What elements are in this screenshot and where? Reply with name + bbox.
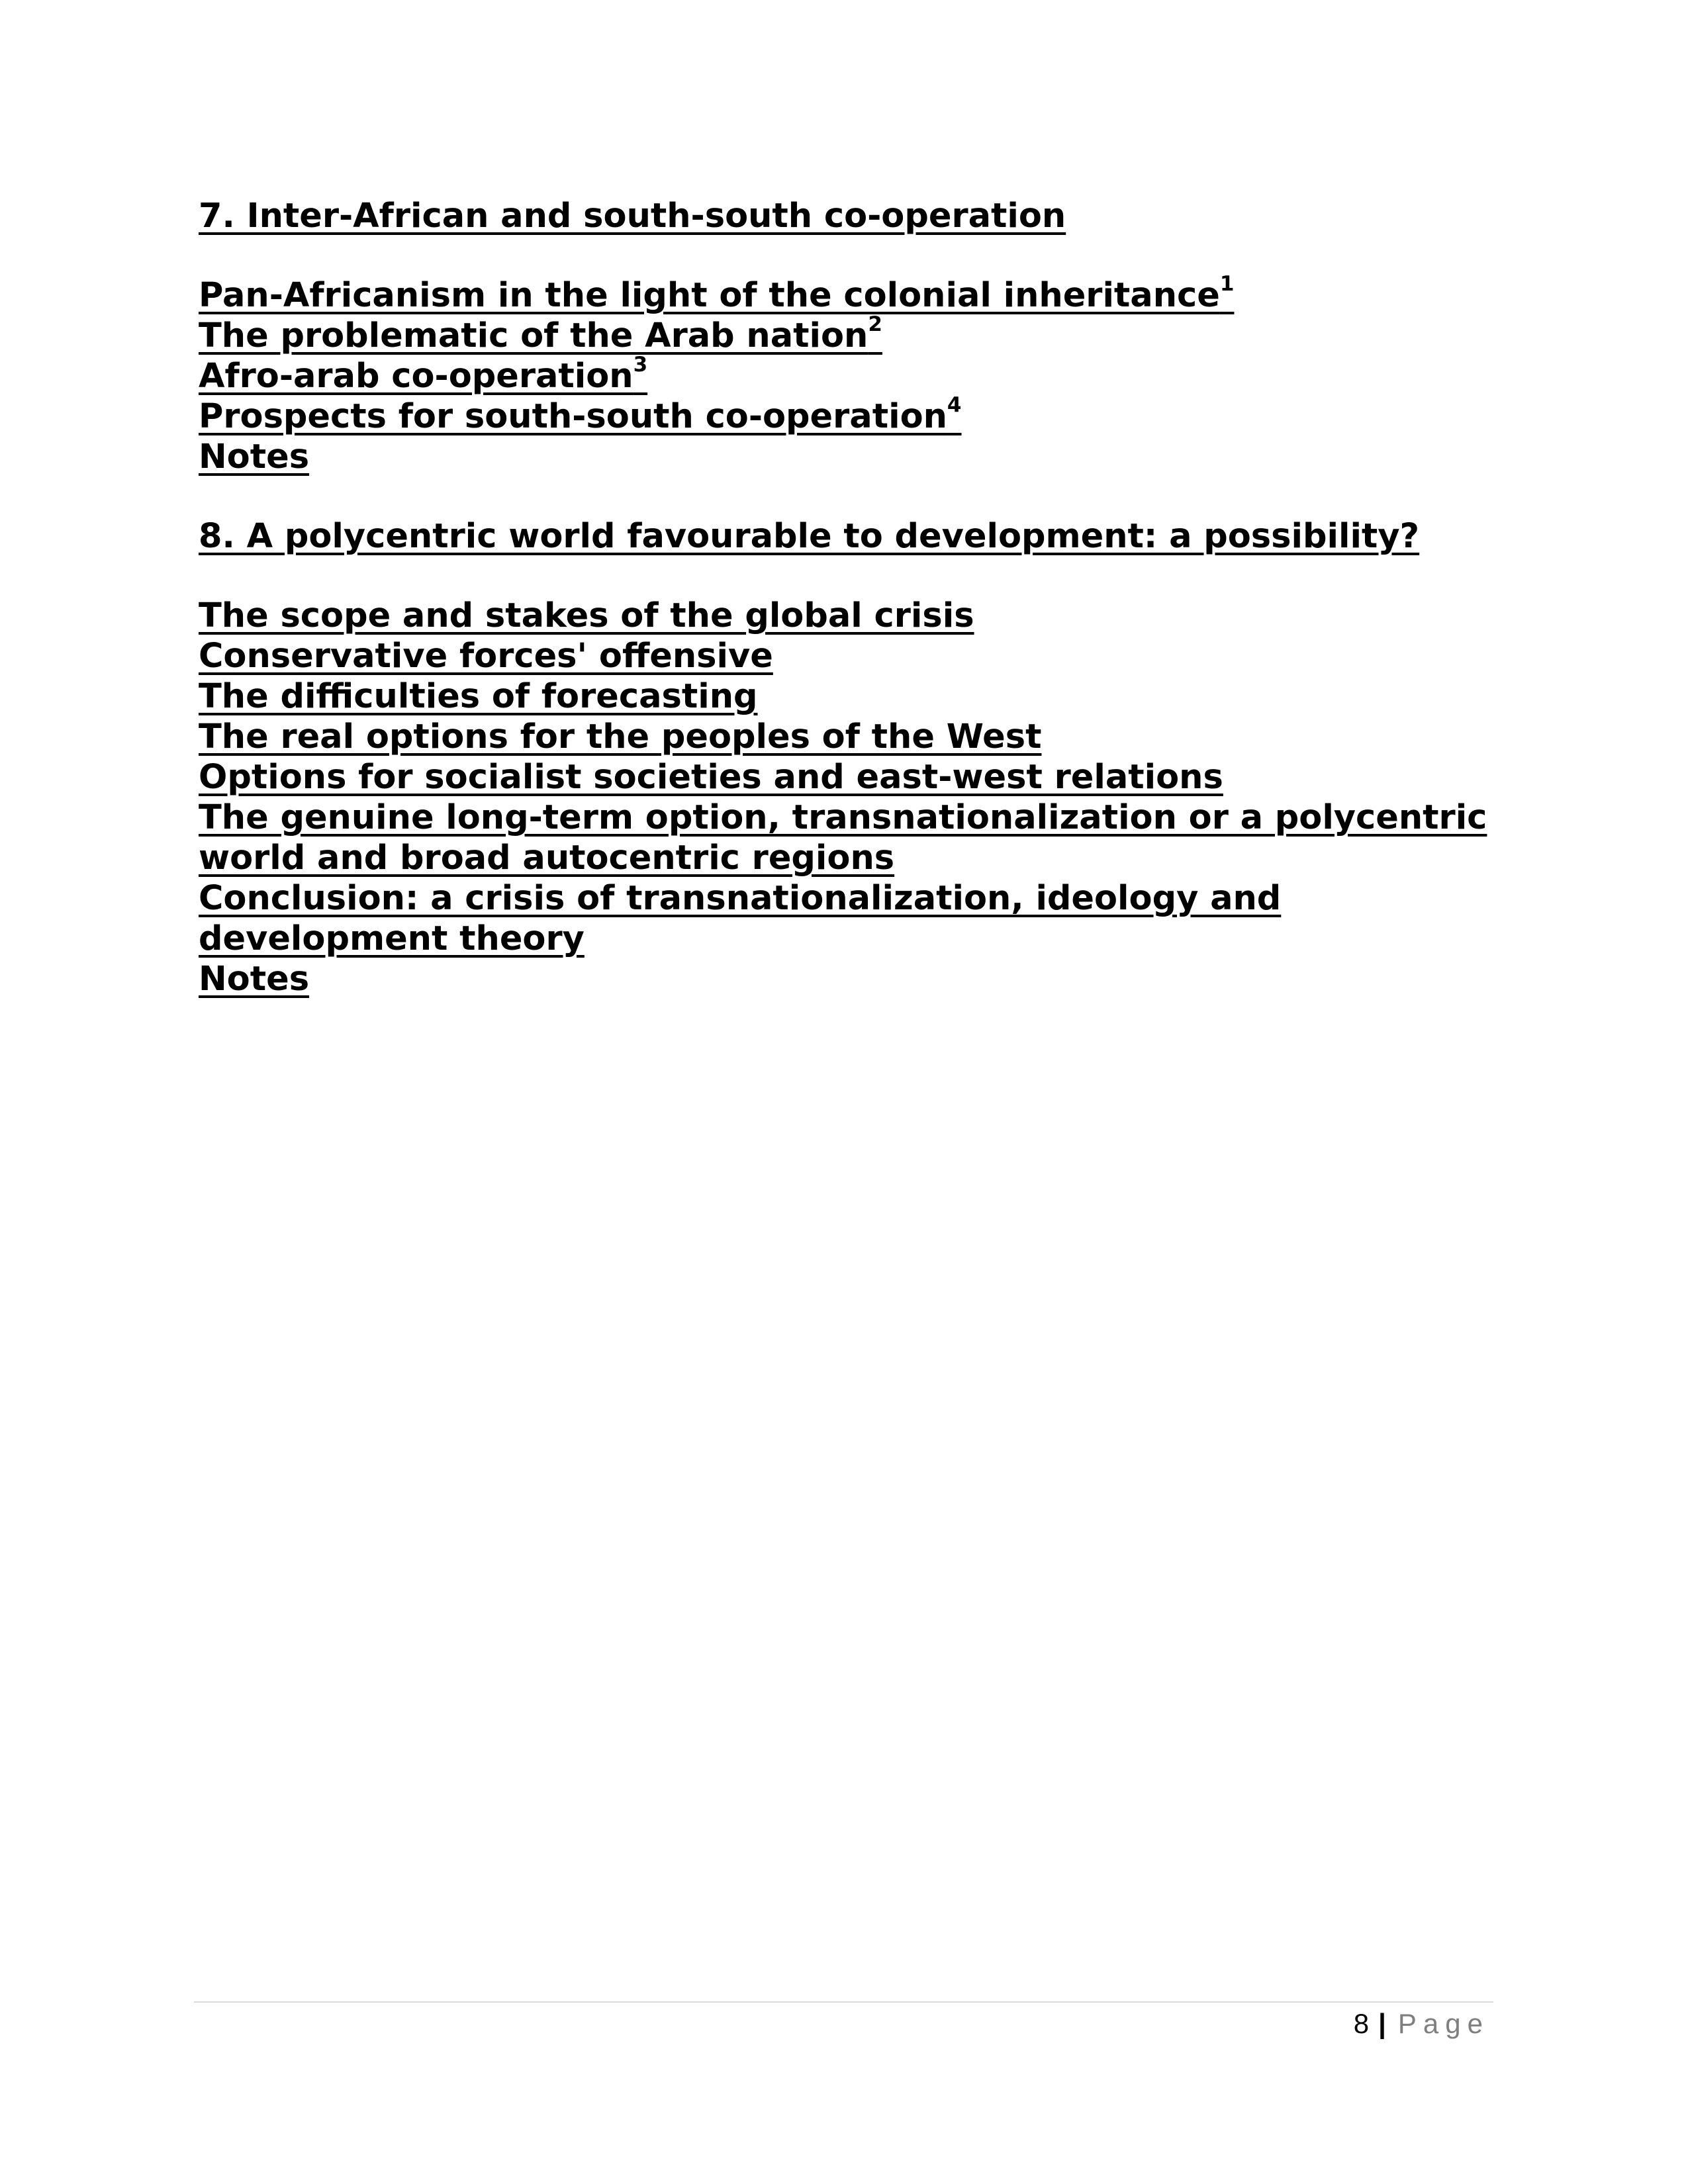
toc-link-south-south[interactable]: [199, 393, 1489, 437]
spacer: [199, 557, 1489, 596]
page-footer: [1354, 2004, 1489, 2044]
toc-link-peoples-west[interactable]: The real options for the peoples of the West: [199, 717, 1042, 756]
spacer: [199, 236, 1489, 275]
toc-link-label: Afro-arab co-operation: [199, 357, 633, 396]
footnote-marker: 1: [1219, 272, 1235, 296]
toc-link-pan-africanism[interactable]: [199, 272, 1489, 316]
toc-link-label: Pan-Africanism in the light of the colonial inheritance: [199, 276, 1220, 315]
page-number: 8: [1353, 2008, 1370, 2039]
toc-link-afro-arab[interactable]: [199, 353, 1489, 396]
toc-link-label: Prospects for south-south co-operation: [199, 397, 947, 436]
footnote-marker: 2: [868, 312, 882, 336]
page-label: Page: [1397, 2008, 1489, 2039]
footer-separator: |: [1378, 2008, 1386, 2039]
footer-divider: [194, 2001, 1493, 2003]
footnote-marker: 4: [947, 393, 962, 417]
table-of-contents: [199, 196, 1489, 999]
toc-link-label: The problematic of the Arab nation: [199, 316, 868, 355]
section-8-heading-link[interactable]: 8. A polycentric world favourable to development: a possibility?: [199, 517, 1420, 556]
toc-link-conclusion[interactable]: Conclusion: a crisis of transnationalization, ideology and development theory: [199, 879, 1282, 958]
toc-link-notes-section-7[interactable]: Notes: [199, 437, 310, 477]
toc-link-long-term-option[interactable]: The genuine long-term option, transnationalization or a polycentric world and broad autocentric regions: [199, 798, 1487, 878]
toc-link-global-crisis[interactable]: The scope and stakes of the global crisis: [199, 596, 974, 635]
toc-link-arab-nation[interactable]: [199, 312, 1489, 356]
footnote-marker: 3: [633, 353, 648, 377]
toc-link-conservative-forces[interactable]: Conservative forces' offensive: [199, 637, 773, 676]
toc-link-forecasting[interactable]: The difficulties of forecasting: [199, 677, 758, 716]
toc-link-socialist-societies[interactable]: Options for socialist societies and east-west relations: [199, 758, 1223, 797]
spacer: [199, 477, 1489, 516]
toc-link-notes-section-8[interactable]: Notes: [199, 960, 310, 999]
section-7-heading-link[interactable]: 7. Inter-African and south-south co-operation: [199, 197, 1066, 236]
